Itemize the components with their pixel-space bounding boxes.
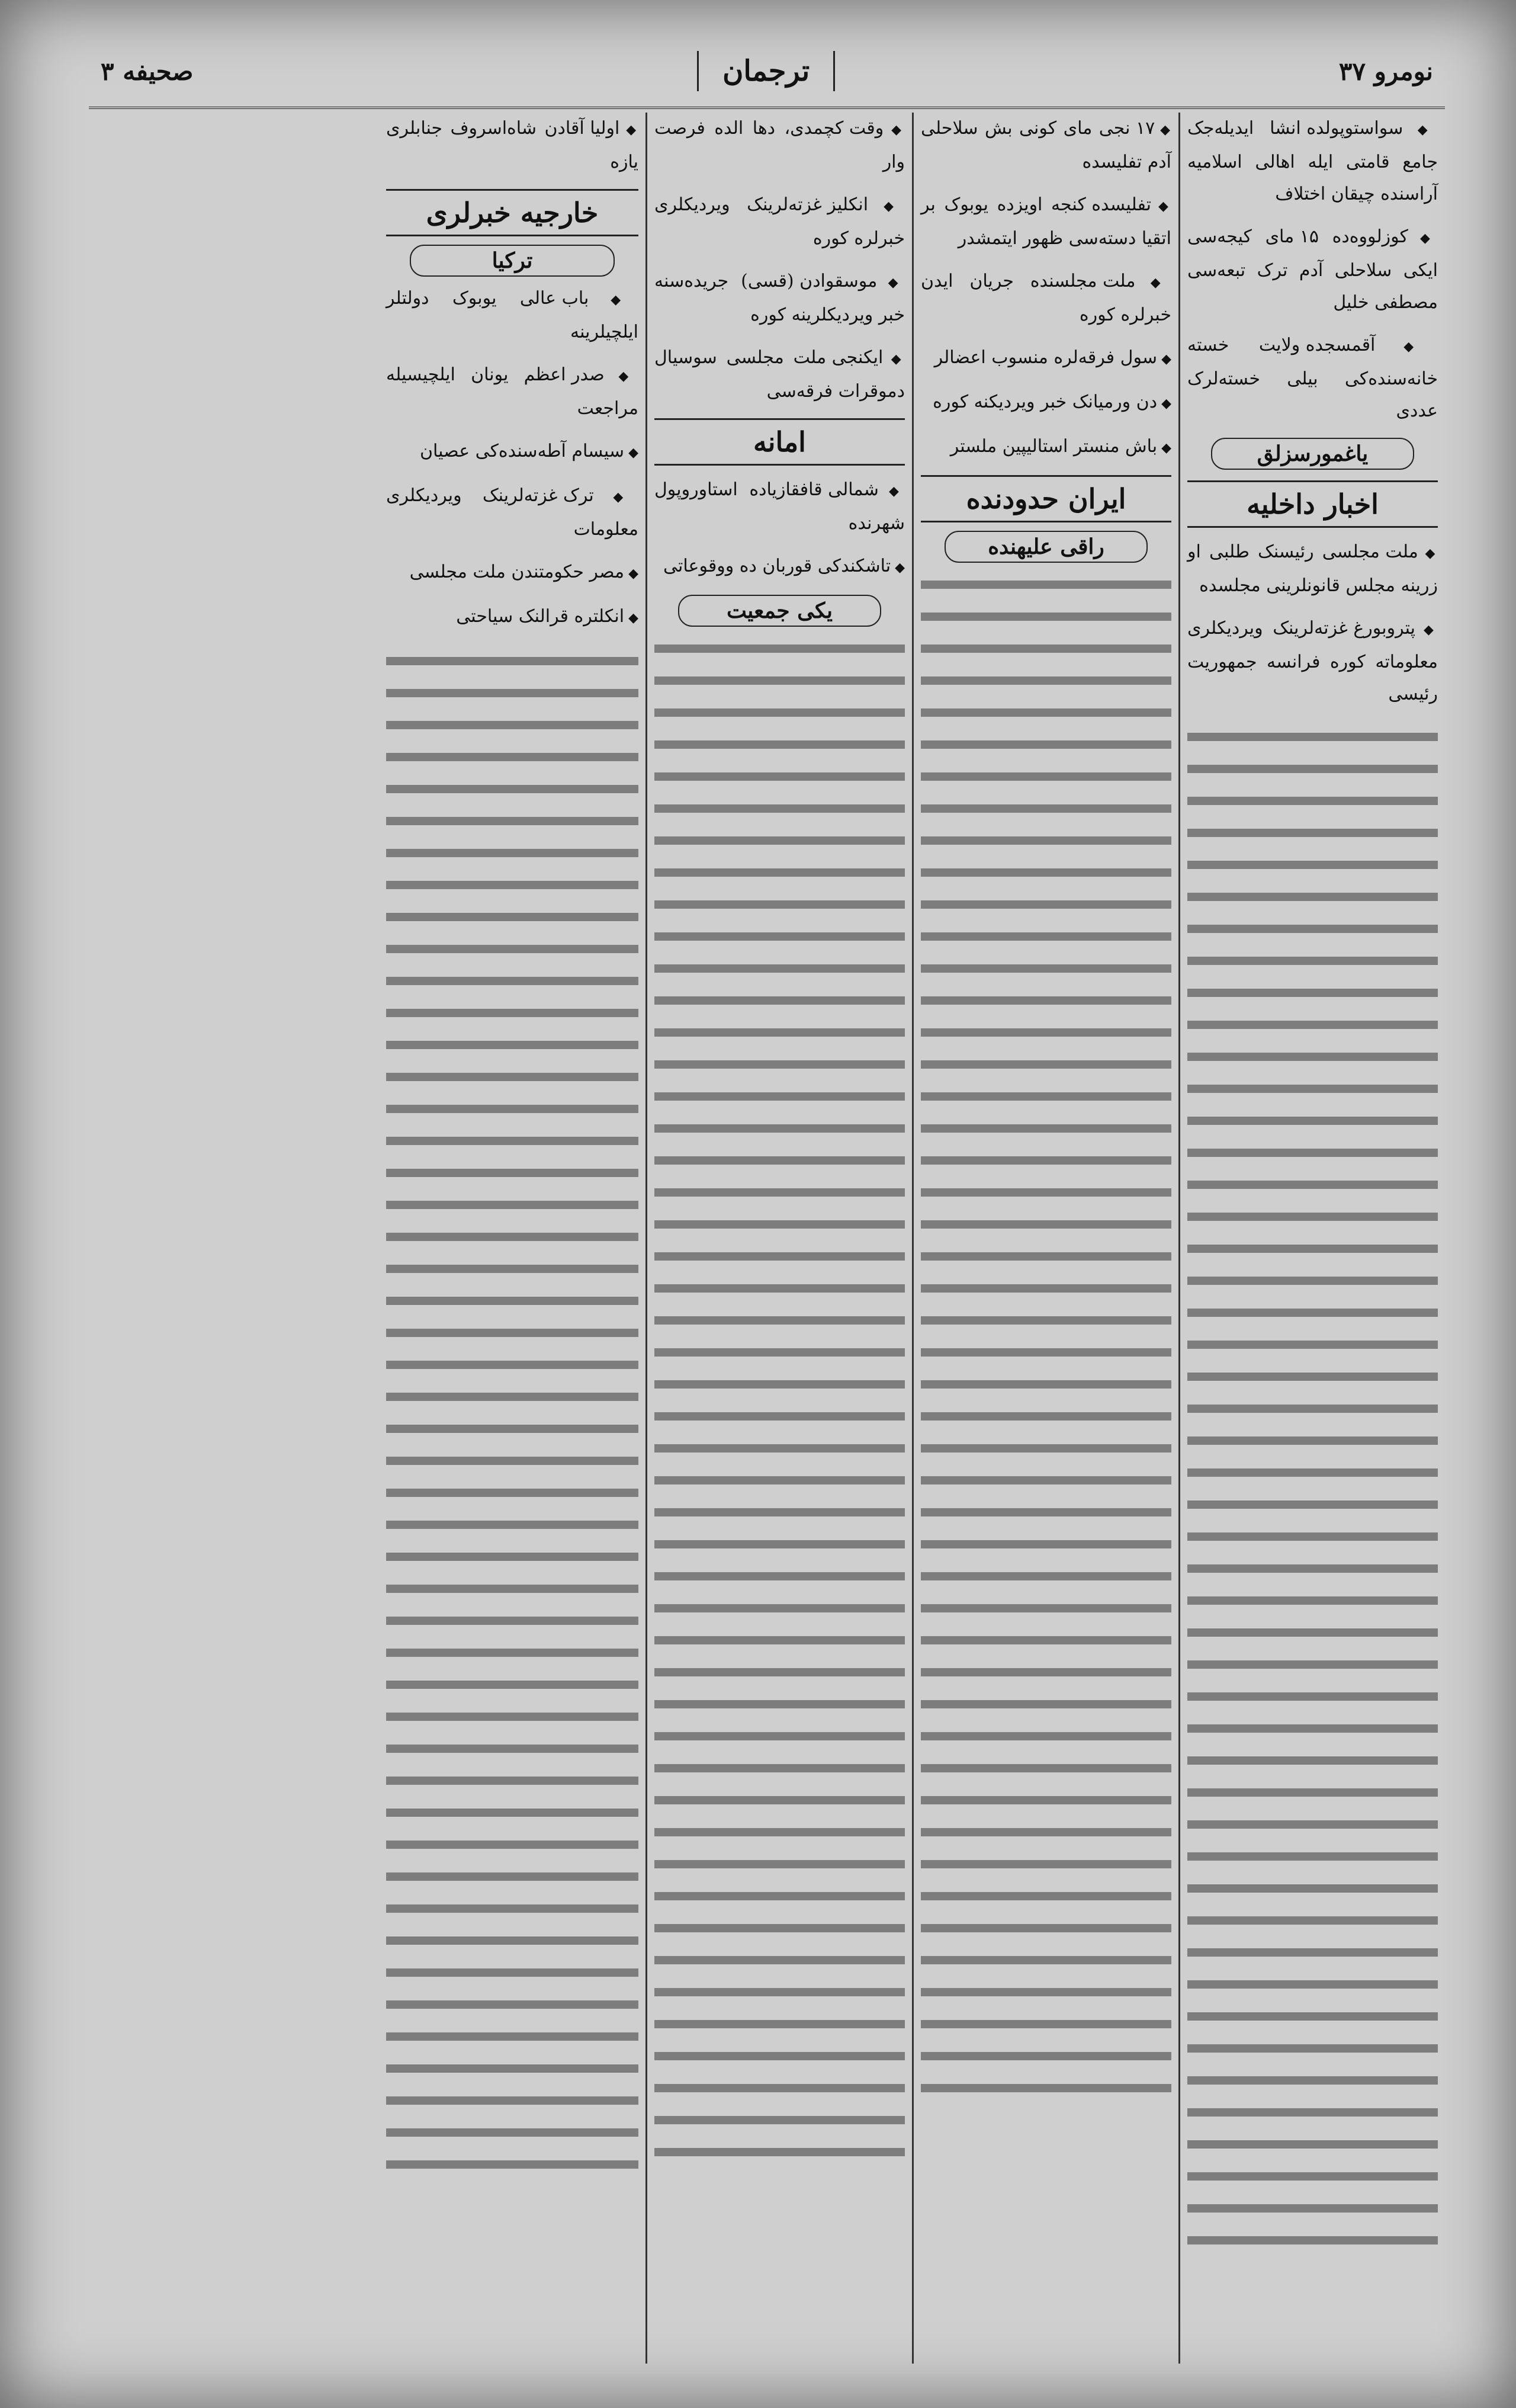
section-heading: خارجیه خبرلری [386,189,638,236]
article-paragraph: ◆ موسقوادن (قسی) جریده‌سنه خبر ویردیکلرینه کوره [654,265,905,331]
article-paragraph: ◆ باش منستر استالیپین ملستر [921,431,1171,464]
article-paragraph: ◆ شمالی قافقازیاده استاوروپول شهرنده [654,474,905,540]
page-number: صحیفه ۳ [101,56,194,86]
article-paragraph: ◆ آقمسجده ولایت خسته خانه‌سنده‌کی بیلی خسته‌لرک عددی [1187,329,1438,427]
article-paragraph: ◆ پتروبورغ غزته‌لرینک ویردیکلری معلوماته کوره فرانسه جمهوریت رئیسی [1187,613,1438,710]
section-heading: اخبار داخلیه [1187,480,1438,528]
article-paragraph: ◆ ایکنجی ملت مجلسی سوسیال دموقرات فرقه‌سی [654,342,905,408]
article-paragraph: ◆ ترک غزته‌لرینک ویردیکلری معلومات [386,480,638,546]
text-body [1187,721,1438,2261]
section-heading: امانه [654,418,905,466]
article-paragraph: ◆ انکلتره قرالنک سیاحتی [386,601,638,634]
section-subheading: ترکیا [410,245,615,277]
column-1 [1178,113,1445,2364]
section-subheading: یاغمورسزلق [1211,438,1414,470]
article-paragraph: ◆ انکلیز غزته‌لرینک ویردیکلری خبرلره کوره [654,189,905,255]
article-paragraph: ◆ کوزلووه‌ده ۱۵ مای کیجه‌سی ایکی سلاحلی آدم ترک تبعه‌سی مصطفی خلیل [1187,221,1438,319]
section-heading: ایران حدودنده [921,475,1171,522]
issue-number: نومرو ۳۷ [1338,56,1433,86]
column-3 [645,113,912,2364]
section-subheading: یکی جمعیت [678,595,881,627]
text-body [921,569,1171,2109]
article-paragraph: ◆ سیسام آطه‌سنده‌کی عصیان [386,435,638,469]
article-paragraph: ◆ سواستوپولده انشا ایدیله‌جک جامع قامتی ایله اهالی اسلامیه آراسنده چیقان اختلاف [1187,113,1438,210]
article-paragraph: ◆ وقت کچمدی، دها الده فرصت وار [654,113,905,178]
newspaper-title: ترجمان [697,51,835,91]
section-subheading: راقی علیهنده [945,531,1148,563]
article-paragraph: ◆ ملت مجلسی رئیسنک طلبی او زرینه مجلس قانونلرینی مجلسده [1187,536,1438,602]
masthead [89,36,1445,109]
article-paragraph: ◆ دن ورمیانک خبر ویردیکنه کوره [921,386,1171,420]
article-paragraph: ◆ مصر حکومتندن ملت مجلسی [386,556,638,590]
article-paragraph: ◆ باب عالی یوبوک دولتلر ایلچیلرینه [386,283,638,348]
article-paragraph: ◆ تاشکندکی قوربان ده ووقوعاتی [654,550,905,584]
article-paragraph: ◆ صدر اعظم یونان ایلچیسیله مراجعت [386,359,638,425]
column-2 [912,113,1178,2364]
article-paragraph: ◆ ملت مجلسنده جریان ایدن خبرلره کوره [921,265,1171,331]
columns [89,113,1445,2364]
article-paragraph: ◆ ۱۷ نجی مای کونی بش سلاحلی آدم تفلیسده [921,113,1171,178]
column-4 [379,113,645,2364]
article-paragraph: ◆ اولیا آقادن شاه‌اسروف جنابلری یازه [386,113,638,178]
article-paragraph: ◆ تفلیسده کنجه اویزده یوبوک بر اتقیا دسته‌سی ظهور ایتمشدر [921,189,1171,255]
text-body [386,645,638,2185]
text-body [654,633,905,2173]
article-paragraph: ◆ سول فرقه‌لره منسوب اعضالر [921,342,1171,376]
